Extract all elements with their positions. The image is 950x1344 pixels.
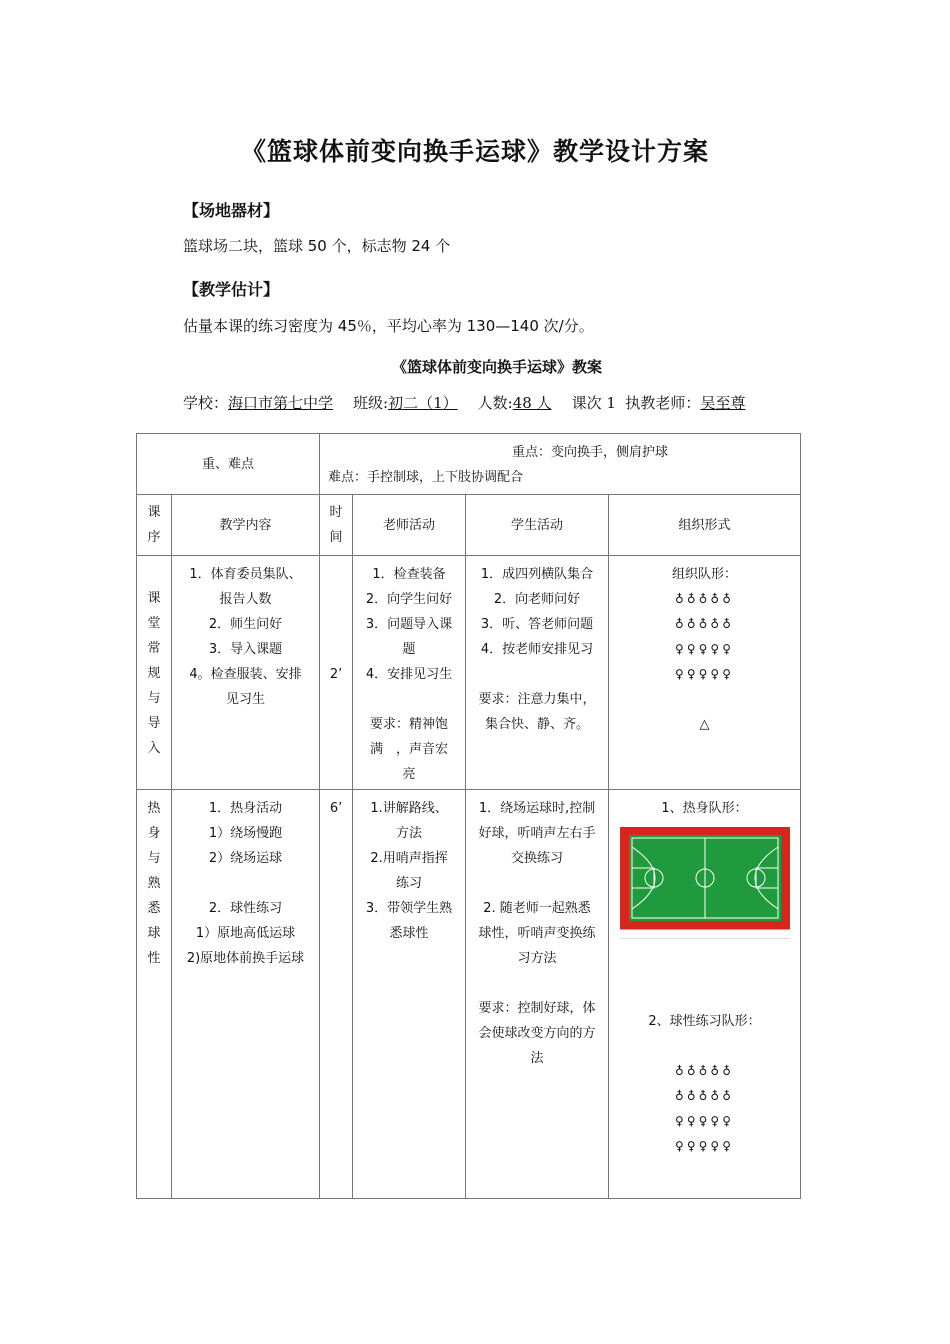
teacher-triangle-icon: △ <box>699 717 710 732</box>
header-organization: 组织形式 <box>609 495 801 556</box>
ball-practice-formation-label: 2、球性练习队形： <box>648 1014 761 1029</box>
section-cell <box>137 556 172 790</box>
class-label: 班级: <box>353 394 389 412</box>
section-cell <box>137 790 172 1199</box>
formation-row: ♀♀♀♀♀ <box>675 667 734 681</box>
lesson-number: 课次 1 <box>571 394 616 412</box>
section-title: 热身与熟悉球性 <box>147 801 161 966</box>
lesson-plan-table <box>136 433 801 1199</box>
time-cell <box>320 790 353 1199</box>
teacher-activity-cell: 1.讲解路线、 方法 2.用哨声指挥 练习 3．带领学生熟 悉球性 <box>353 790 466 1199</box>
document-title: 《篮球体前变向换手运球》教学设计方案 <box>240 137 709 166</box>
venue-heading: 【场地器材】 <box>183 201 280 220</box>
header-student: 学生活动 <box>466 495 609 556</box>
table-row <box>137 556 801 790</box>
school-label: 学校： <box>183 394 229 412</box>
venue-text: 篮球场二块，篮球 50 个，标志物 24 个 <box>183 237 451 255</box>
formation-row: ♁♁♁♁♁ <box>675 592 734 606</box>
count-label: 人数: <box>477 394 513 412</box>
focus-label: 重、难点 <box>137 434 320 495</box>
estimate-text: 估量本课的练习密度为 45％，平均心率为 130—140 次/分。 <box>183 317 594 335</box>
header-teacher: 老师活动 <box>353 495 466 556</box>
court-dimension-bar <box>620 929 790 939</box>
focus-cell <box>320 434 801 495</box>
estimate-heading: 【教学估计】 <box>183 280 280 299</box>
teacher-name: 吴至尊 <box>700 394 746 412</box>
formation-label: 组织队形： <box>672 567 738 582</box>
table-row <box>137 790 801 1199</box>
key-point: 重点：变向换手，侧肩护球 <box>512 445 669 460</box>
teacher-activity-cell: 1．检查装备 2．向学生问好 3．问题导入课 题 4．安排见习生 要求：精神饱 满 ，声音宏 亮 <box>353 556 466 790</box>
formation-row: ♀♀♀♀♀ <box>675 1139 734 1153</box>
focus-row <box>137 434 801 495</box>
difficult-point: 难点：手控制球，上下肢协调配合 <box>328 470 524 485</box>
formation-row: ♁♁♁♁♁ <box>675 1089 734 1103</box>
header-content: 教学内容 <box>172 495 320 556</box>
formation-row: ♁♁♁♁♁ <box>675 617 734 631</box>
section-title: 课堂常规与导入 <box>147 591 161 756</box>
formation-row: ♀♀♀♀♀ <box>675 642 734 656</box>
warmup-formation-label: 1、热身队形： <box>661 801 748 816</box>
school-name: 海口市第七中学 <box>228 394 334 412</box>
organization-cell <box>609 556 801 790</box>
time-cell <box>320 556 353 790</box>
basketball-court-icon <box>620 827 790 929</box>
time-value: 2’ <box>329 667 343 682</box>
lesson-info <box>183 392 745 413</box>
formation-row: ♁♁♁♁♁ <box>675 1064 734 1078</box>
student-count: 48 人 <box>512 394 552 412</box>
header-time: 时间 <box>320 495 353 556</box>
plan-title: 《篮球体前变向换手运球》教案 <box>391 358 602 376</box>
student-activity-cell: 1．绕场运球时,控制 好球，听哨声左右手 交换练习 2. 随老师一起熟悉 球性，听哨声变换练 习方法 要求：控制好球，体 会使球改变方向的方 法 <box>466 790 609 1199</box>
organization-cell <box>609 790 801 1199</box>
formation-row: ♀♀♀♀♀ <box>675 1114 734 1128</box>
time-value: 6’ <box>329 801 343 816</box>
header-row <box>137 495 801 556</box>
student-activity-cell: 1．成四列横队集合 2．向老师问好 3．听、答老师问题 4．按老师安排见习 要求：注意力集中， 集合快、静、齐。 <box>466 556 609 790</box>
content-cell: 1．体育委员集队、 报告人数 2．师生问好 3．导入课题 4。检查服装、安排 见习生 <box>172 556 320 790</box>
header-order: 课序 <box>137 495 172 556</box>
content-cell: 1．热身活动 1）绕场慢跑 2）绕场运球 2．球性练习 1）原地高低运球 2)原地体前换手运球 <box>172 790 320 1199</box>
class-name: 初二（1） <box>388 394 458 412</box>
teacher-label: 执教老师： <box>625 394 701 412</box>
